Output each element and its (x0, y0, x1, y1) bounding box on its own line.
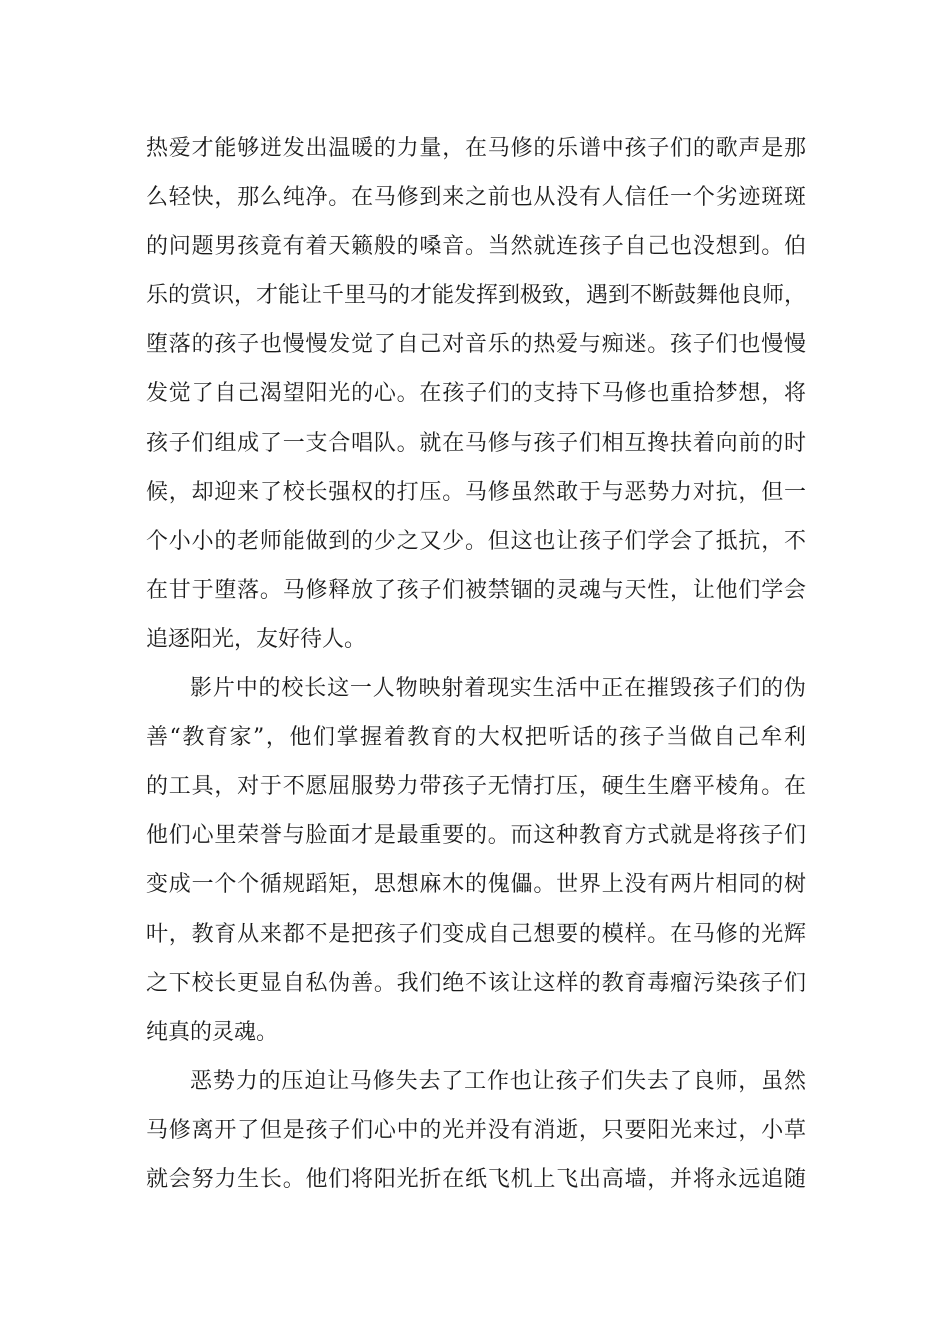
body-text (146, 124, 806, 1204)
text-line: 发觉了自己渴望阳光的心。在孩子们的支持下马修也重拾梦想，将 (146, 381, 806, 407)
text-line: 乐的赏识，才能让千里马的才能发挥到极致，遇到不断鼓舞他良师， (146, 283, 807, 309)
text-line: 变成一个个循规蹈矩，思想麻木的傀儡。世界上没有两片相同的树 (146, 872, 806, 898)
text-line-first: 影片中的校长这一人物映射着现实生活中正在摧毁孩子们的伪 (190, 676, 806, 702)
text-line: 堕落的孩子也慢慢发觉了自己对音乐的热爱与痴迷。孩子们也慢慢 (146, 332, 806, 358)
text-line: 就会努力生长。他们将阳光折在纸飞机上飞出高墙，并将永远追随 (146, 1166, 806, 1192)
text-line: 的问题男孩竟有着天籁般的嗓音。当然就连孩子自己也没想到。伯 (146, 234, 806, 260)
text-line-last: 追逐阳光，友好待人。 (146, 626, 367, 652)
text-line-last: 纯真的灵魂。 (146, 1019, 279, 1045)
text-line-first: 恶势力的压迫让马修失去了工作也让孩子们失去了良师，虽然 (190, 1068, 806, 1094)
text-line: 么轻快，那么纯净。在马修到来之前也从没有人信任一个劣迹斑斑 (146, 185, 806, 211)
paragraph-2 (146, 664, 806, 1057)
text-line: 热爱才能够迸发出温暖的力量，在马修的乐谱中孩子们的歌声是那 (146, 136, 806, 161)
text-line: 孩子们组成了一支合唱队。就在马修与孩子们相互搀扶着向前的时 (146, 430, 806, 456)
text-line: 马修离开了但是孩子们心中的光并没有消逝，只要阳光来过，小草 (146, 1117, 806, 1143)
paragraph-3 (146, 1057, 806, 1204)
text-line: 的工具，对于不愿屈服势力带孩子无情打压，硬生生磨平棱角。在 (146, 774, 806, 800)
text-line: 候，却迎来了校长强权的打压。马修虽然敢于与恶势力对抗，但一 (146, 479, 806, 505)
paragraph-1 (146, 124, 806, 664)
text-line: 个小小的老师能做到的少之又少。但这也让孩子们学会了抵抗，不 (146, 528, 806, 554)
text-line: 叶，教育从来都不是把孩子们变成自己想要的模样。在马修的光辉 (146, 921, 806, 947)
text-line: 在甘于堕落。马修释放了孩子们被禁锢的灵魂与天性，让他们学会 (146, 577, 806, 603)
text-line: 他们心里荣誉与脸面才是最重要的。而这种教育方式就是将孩子们 (146, 823, 806, 849)
text-line: 之下校长更显自私伪善。我们绝不该让这样的教育毒瘤污染孩子们 (146, 970, 806, 996)
text-line: 善“教育家”，他们掌握着教育的大权把听话的孩子当做自己牟利 (146, 725, 806, 751)
